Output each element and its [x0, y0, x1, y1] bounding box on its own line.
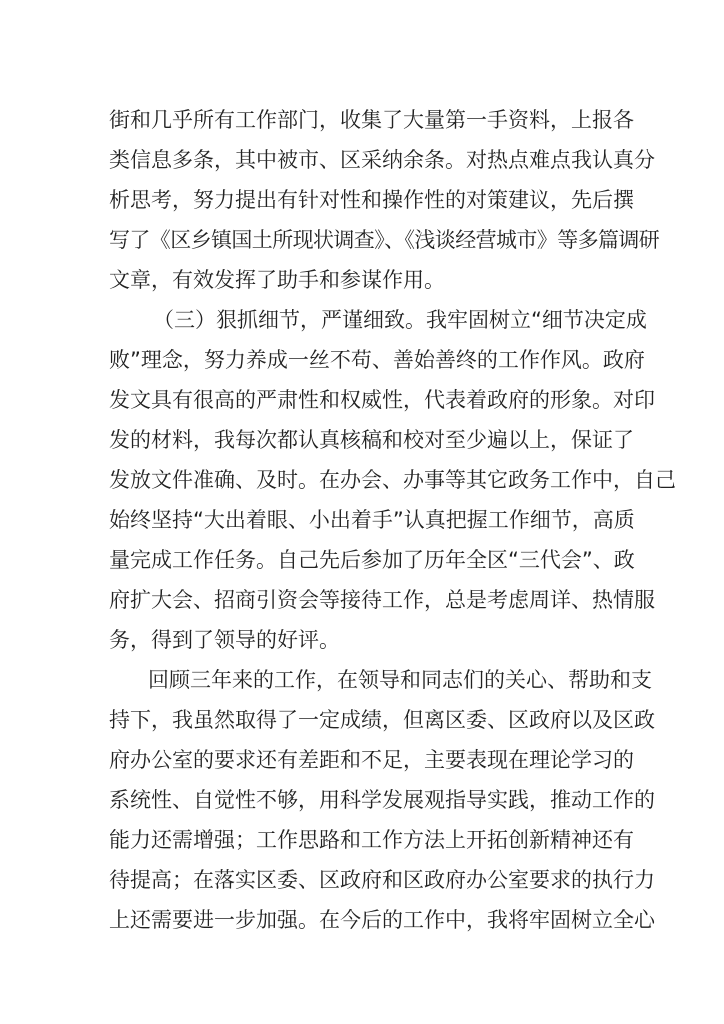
text-line: 量完成工作任务。自己先后参加了历年全区“三代会”、政 [109, 548, 635, 572]
text-line: 写了《区乡镇国土所现状调查》、《浅谈经营城市》等多篇调研 [109, 228, 660, 252]
text-line: 街和几乎所有工作部门，收集了大量第一手资料，上报各 [109, 108, 634, 132]
text-line: 上还需要进一步加强。在今后的工作中，我将牢固树立全心 [109, 908, 655, 932]
text-line: 系统性、自觉性不够，用科学发展观指导实践，推动工作的 [109, 788, 655, 812]
text-line: 析思考，努力提出有针对性和操作性的对策建议，先后撰 [109, 188, 634, 212]
text-line: 发文具有很高的严肃性和权威性，代表着政府的形象。对印 [109, 388, 655, 412]
paragraph-start-line: 回顾三年来的工作，在领导和同志们的关心、帮助和支 [148, 668, 652, 692]
text-line: 能力还需增强；工作思路和工作方法上开拓创新精神还有 [109, 828, 634, 852]
text-line: 府扩大会、招商引资会等接待工作，总是考虑周详、热情服 [109, 588, 655, 612]
text-line: 败”理念，努力养成一丝不苟、善始善终的工作作风。政府 [109, 348, 645, 372]
text-line: 文章，有效发挥了助手和参谋作用。 [109, 268, 445, 292]
text-line: 发放文件准确、及时。在办会、办事等其它政务工作中，自己 [109, 468, 676, 492]
text-line: 持下，我虽然取得了一定成绩，但离区委、区政府以及区政 [109, 708, 655, 732]
text-line: 府办公室的要求还有差距和不足，主要表现在理论学习的 [109, 748, 634, 772]
text-line: 类信息多条，其中被市、区采纳余条。对热点难点我认真分 [109, 148, 655, 172]
text-line: 始终坚持“大出着眼、小出着手”认真把握工作细节，高质 [109, 508, 635, 532]
text-line: 务，得到了领导的好评。 [109, 628, 340, 652]
paragraph-start-line: （三）狠抓细节，严谨细致。我牢固树立“细节决定成 [153, 308, 647, 332]
text-line: 发的材料，我每次都认真核稿和校对至少遍以上，保证了 [109, 428, 634, 452]
text-line: 待提高；在落实区委、区政府和区政府办公室要求的执行力 [109, 868, 655, 892]
